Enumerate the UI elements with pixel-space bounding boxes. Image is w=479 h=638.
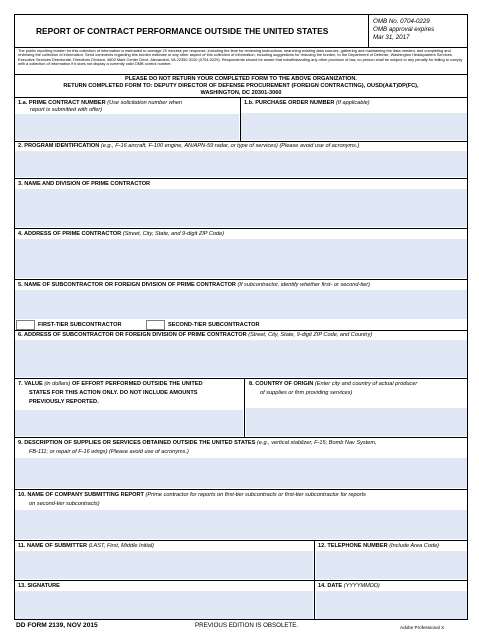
supplies-description-input[interactable] bbox=[15, 458, 467, 488]
submitter-name-input[interactable] bbox=[15, 551, 313, 579]
field-10-label: 10. NAME OF COMPANY SUBMITTING REPORT (Prime contractor for reports on first-tier subcontracts or first-tier subcontractor for reports bbox=[18, 492, 366, 498]
field-7-label: 7. VALUE (in dollars) OF EFFORT PERFORMED OUTSIDE THE UNITED bbox=[18, 381, 203, 387]
prime-contract-number-input[interactable] bbox=[15, 114, 239, 140]
submitting-company-input[interactable] bbox=[15, 510, 467, 539]
obsolete-notice: PREVIOUS EDITION IS OBSOLETE. bbox=[195, 622, 299, 629]
field-13-label: 13. SIGNATURE bbox=[18, 583, 60, 589]
omb-expires: OMB approval expires bbox=[373, 26, 435, 33]
prime-contractor-name-input[interactable] bbox=[15, 189, 467, 227]
omb-number: OMB No. 0704-0229 bbox=[373, 18, 430, 25]
field-10-hint: on second-tier subcontracts) bbox=[29, 501, 100, 507]
second-tier-label: SECOND-TIER SUBCONTRACTOR bbox=[168, 322, 260, 328]
subcontractor-address-input[interactable] bbox=[15, 340, 467, 377]
form-title: REPORT OF CONTRACT PERFORMANCE OUTSIDE THE UNITED STATES bbox=[36, 26, 329, 36]
prime-contractor-address-input[interactable] bbox=[15, 239, 467, 278]
second-tier-checkbox[interactable] bbox=[146, 320, 165, 330]
do-not-return-notice: PLEASE DO NOT RETURN YOUR COMPLETED FORM TO THE ABOVE ORGANIZATION. bbox=[125, 76, 357, 82]
field-6-label: 6. ADDRESS OF SUBCONTRACTOR OR FOREIGN DIVISION OF PRIME CONTRACTOR (Street, City, State, 9-digit ZIP Code, and Country) bbox=[18, 332, 373, 338]
burden-statement: The public reporting burden for this collection of information is estimated to average 20 minutes per response, including the time for reviewing instructions, searching existing data sources, gathering and maintaining the data needed, and completing and reviewing the collection of information. Send comments regarding this burden estimate or any other aspect of this collection of information, including suggestions for reducing the burden, to the Department of Defense, Washington Headquarters Services, Executive Services Directorate, Directives Division, 4800 Mark Center Drive, Alexandria, VA 22350-3100 (0704-0229). Respondents should be aware that notwithstanding any other provision of law, no person shall be subject to any penalty for failing to comply with a collection of information if it does not display a currently valid OMB control number. bbox=[18, 47, 463, 66]
field-2-label: 2. PROGRAM IDENTIFICATION (e.g., F-16 aircraft, F-100 engine, AN/APN-59 radar, or type of services) (Please avoid use of acronyms.) bbox=[18, 143, 360, 149]
purchase-order-number-input[interactable] bbox=[241, 113, 467, 140]
date-input[interactable] bbox=[316, 591, 467, 619]
program-identification-input[interactable] bbox=[15, 151, 467, 177]
omb-date: Mar 31, 2017 bbox=[373, 34, 410, 41]
field-3-label: 3. NAME AND DIVISION OF PRIME CONTRACTOR bbox=[18, 181, 151, 187]
field-11-label: 11. NAME OF SUBMITTER (LAST, First, Middle Initial) bbox=[18, 543, 154, 549]
return-address-line: RETURN COMPLETED FORM TO: DEPUTY DIRECTOR OF DEFENSE PROCUREMENT (FOREIGN CONTRACTING), OUSD(A&T)DP(FC), bbox=[63, 83, 419, 89]
field-7-label-line3: PREVIOUSLY REPORTED. bbox=[29, 399, 99, 405]
country-of-origin-input[interactable] bbox=[246, 408, 467, 436]
field-7-label-line2: STATES FOR THIS ACTION ONLY. DO NOT INCLUDE AMOUNTS bbox=[29, 390, 198, 396]
first-tier-label: FIRST-TIER SUBCONTRACTOR bbox=[38, 322, 122, 328]
telephone-number-input[interactable] bbox=[316, 551, 467, 579]
field-1a-label: 1.a. PRIME CONTRACT NUMBER (Use solicitation number when bbox=[18, 100, 183, 106]
field-1a-hint: report is submitted with offer) bbox=[30, 107, 103, 113]
field-1b-label: 1.b. PURCHASE ORDER NUMBER (If applicable) bbox=[244, 100, 370, 106]
software-note: Adobe Professional X bbox=[400, 625, 445, 630]
omb-divider bbox=[368, 14, 369, 47]
field-9-hint: FB-111; or repair of F-16 wings) (Please avoid use of acronyms.) bbox=[29, 449, 189, 455]
field-9-label: 9. DESCRIPTION OF SUPPLIES OR SERVICES OBTAINED OUTSIDE THE UNITED STATES (e.g., vertical stablizer, F-15; Bomb Nav System, bbox=[18, 440, 377, 446]
field-8-label: 8. COUNTRY OF ORIGIN (Enter city and country of actual producer bbox=[249, 381, 418, 387]
field-14-label: 14. DATE (YYYYMMDD) bbox=[318, 583, 380, 589]
form-number: DD FORM 2139, NOV 2015 bbox=[16, 622, 98, 629]
value-of-effort-input[interactable] bbox=[15, 410, 243, 436]
field-4-label: 4. ADDRESS OF PRIME CONTRACTOR (Street, City, State, and 9-digit ZIP Code) bbox=[18, 231, 225, 237]
first-tier-checkbox[interactable] bbox=[16, 320, 35, 330]
field-5-label: 5. NAME OF SUBCONTRACTOR OR FOREIGN DIVISION OF PRIME CONTRACTOR (If subcontractor, identify whether first- or second-tier) bbox=[18, 282, 370, 288]
field-12-label: 12. TELEPHONE NUMBER (Include Area Code) bbox=[318, 543, 440, 549]
subcontractor-name-input[interactable] bbox=[15, 290, 467, 319]
return-address-city: WASHINGTON, DC 20301-3060 bbox=[200, 90, 282, 96]
signature-field[interactable] bbox=[15, 591, 313, 619]
field-8-hint: of supplies or firm providing services) bbox=[260, 390, 353, 396]
